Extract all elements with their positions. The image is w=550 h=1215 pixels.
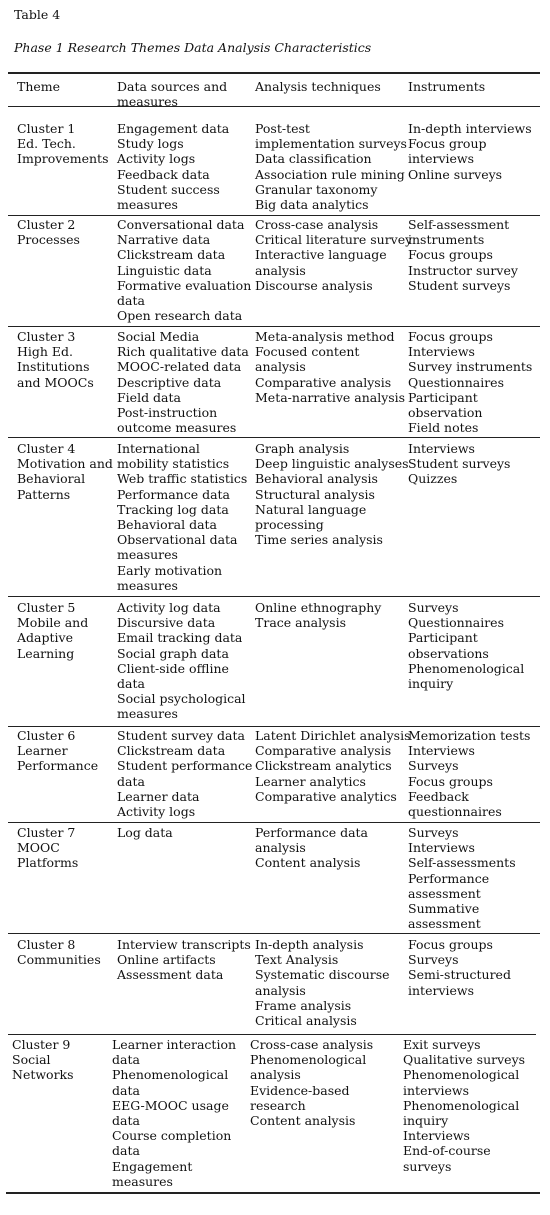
row-7-instruments xyxy=(408,825,516,931)
cell-line: Feedback data xyxy=(117,166,210,182)
row-1-sources xyxy=(117,121,229,212)
cell-line: In-depth interviews xyxy=(408,121,532,136)
cell-line: Learner analytics xyxy=(255,773,366,789)
cell-line: instruments xyxy=(408,232,485,248)
cell-line: outcome measures xyxy=(117,420,237,436)
cell-line: Interviews xyxy=(408,344,475,360)
cell-line: Data classification xyxy=(255,151,372,167)
cell-line: Activity logs xyxy=(117,151,196,167)
cell-line: Quizzes xyxy=(408,471,458,487)
cell-line: data xyxy=(117,676,145,692)
cell-line: Questionnaires xyxy=(408,615,504,631)
cell-line: Qualitative surveys xyxy=(403,1052,526,1068)
cell-line: Participant xyxy=(408,389,478,405)
cell-line: Interviews xyxy=(408,441,475,456)
cell-line: measures xyxy=(117,197,178,213)
cell-line: Clickstream analytics xyxy=(255,758,392,774)
cell-line: inquiry xyxy=(403,1113,449,1129)
cell-line: interviews xyxy=(408,151,475,167)
cell-line: analysis xyxy=(255,982,306,998)
cell-line: Phenomenological xyxy=(250,1052,367,1068)
cell-line: research xyxy=(250,1097,306,1113)
cell-line: Client-side offline xyxy=(117,660,229,676)
table-rule xyxy=(8,596,540,597)
cell-line: Interviews xyxy=(408,840,475,856)
cell-line: Performance data xyxy=(117,486,231,502)
cell-line: Participant xyxy=(408,630,478,646)
cell-line: Interview transcripts xyxy=(117,937,251,952)
cell-line: Engagement xyxy=(112,1158,193,1174)
row-7-sources xyxy=(117,825,173,840)
cell-line: Cross-case analysis xyxy=(250,1037,374,1052)
row-9-theme xyxy=(12,1037,74,1083)
row-4-theme xyxy=(17,441,113,502)
cell-line: Natural language xyxy=(255,501,367,517)
cell-line: Observational data xyxy=(117,532,238,548)
table-rule xyxy=(8,822,540,823)
cell-line: Critical analysis xyxy=(255,1013,357,1029)
cell-line: Course completion xyxy=(112,1128,232,1144)
cell-line: Focused content xyxy=(255,344,360,360)
cell-line: Comparative analysis xyxy=(255,743,392,759)
cell-line: Frame analysis xyxy=(255,997,352,1013)
cell-line: measures xyxy=(117,706,178,722)
cell-line: Early motivation xyxy=(117,562,223,578)
cell-line: questionnaires xyxy=(408,804,502,820)
cell-line: Surveys xyxy=(408,952,459,968)
table-rule xyxy=(8,215,540,216)
row-8-techniques xyxy=(255,937,390,1028)
cell-line: implementation surveys xyxy=(255,136,407,152)
cell-line: Conversational data xyxy=(117,217,245,232)
cell-line: Social xyxy=(12,1052,51,1068)
cell-line: data xyxy=(112,1082,140,1098)
cell-line: Phenomenological xyxy=(403,1097,520,1113)
cell-line: Surveys xyxy=(408,758,459,774)
cell-line: Online surveys xyxy=(408,166,503,182)
cell-line: Cluster 7 xyxy=(17,825,76,840)
cell-line: Granular taxonomy xyxy=(255,181,378,197)
cell-line: Discursive data xyxy=(117,615,216,631)
header-techniques xyxy=(255,79,381,94)
cell-line: Student survey data xyxy=(117,728,245,743)
cell-line: Open research data xyxy=(117,308,243,324)
cell-line: Surveys xyxy=(408,825,459,840)
row-9-instruments xyxy=(403,1037,525,1174)
cell-line: Phenomenological xyxy=(403,1067,520,1083)
cell-line: mobility statistics xyxy=(117,456,230,472)
cell-line: Rich qualitative data xyxy=(117,344,249,360)
cell-line: Cluster 8 xyxy=(17,937,76,952)
cell-line: Learner interaction xyxy=(112,1037,237,1052)
cell-line: Communities xyxy=(17,952,101,968)
cell-line: and MOOCs xyxy=(17,374,94,390)
table-rule xyxy=(8,1034,536,1035)
cell-line: interviews xyxy=(408,982,475,998)
row-5-techniques xyxy=(255,600,381,630)
cell-line: Tracking log data xyxy=(117,501,229,517)
cell-line: Interviews xyxy=(408,743,475,759)
cell-line: EEG-MOOC usage xyxy=(112,1097,229,1113)
cell-line: Activity log data xyxy=(117,600,221,615)
cell-line: Web traffic statistics xyxy=(117,471,248,487)
row-4-instruments xyxy=(408,441,510,487)
cell-line: Linguistic data xyxy=(117,262,212,278)
cell-line: Summative xyxy=(408,901,480,917)
cell-line: Exit surveys xyxy=(403,1037,481,1052)
row-9-sources xyxy=(112,1037,236,1189)
cell-line: measures xyxy=(117,577,178,593)
table-rule xyxy=(8,326,540,327)
header-instruments xyxy=(408,79,485,94)
cell-line: Focus groups xyxy=(408,329,493,344)
cell-line: data xyxy=(112,1052,140,1068)
row-3-techniques xyxy=(255,329,405,405)
cell-line: surveys xyxy=(403,1158,452,1174)
row-4-sources xyxy=(117,441,247,593)
cell-line: Narrative data xyxy=(117,232,211,248)
cell-line: Focus group xyxy=(408,136,487,152)
cell-line: interviews xyxy=(403,1082,470,1098)
cell-line: Behavioral xyxy=(17,471,86,487)
cell-line: Student surveys xyxy=(408,456,511,472)
cell-line: measures xyxy=(117,547,178,563)
table-rule xyxy=(8,726,540,727)
cell-line: Comparative analytics xyxy=(255,788,397,804)
cell-line: Meta-narrative analysis xyxy=(255,389,406,405)
row-1-theme xyxy=(17,121,109,167)
cell-line: Online ethnography xyxy=(255,600,382,615)
cell-line: High Ed. xyxy=(17,344,74,360)
cell-line: Post-test xyxy=(255,121,310,136)
row-9-techniques xyxy=(250,1037,373,1128)
cell-line: Cluster 6 xyxy=(17,728,76,743)
cell-line: Association rule mining xyxy=(255,166,405,182)
cell-line: Comparative analysis xyxy=(255,374,392,390)
cell-line: Surveys xyxy=(408,600,459,615)
row-5-sources xyxy=(117,600,246,722)
row-2-instruments xyxy=(408,217,518,293)
cell-line: Theme xyxy=(17,79,61,94)
cell-line: Focus groups xyxy=(408,247,493,263)
row-1-techniques xyxy=(255,121,407,212)
cell-line: analysis xyxy=(255,840,306,856)
row-8-sources xyxy=(117,937,251,983)
cell-line: Patterns xyxy=(17,486,71,502)
cell-line: Networks xyxy=(12,1067,74,1083)
table-rule xyxy=(8,106,540,107)
cell-line: Time series analysis xyxy=(255,532,383,548)
cell-line: Activity logs xyxy=(117,804,196,820)
cell-line: Structural analysis xyxy=(255,486,375,502)
cell-line: In-depth analysis xyxy=(255,937,364,952)
cell-line: Self-assessment xyxy=(408,217,510,232)
cell-line: Formative evaluation xyxy=(117,277,252,293)
row-4-techniques xyxy=(255,441,409,547)
cell-line: Engagement data xyxy=(117,121,230,136)
row-5-theme xyxy=(17,600,88,661)
cell-line: Behavioral data xyxy=(117,517,217,533)
cell-line: processing xyxy=(255,517,324,533)
cell-line: Feedback xyxy=(408,788,469,804)
row-6-instruments xyxy=(408,728,530,819)
row-7-techniques xyxy=(255,825,368,871)
cell-line: analysis xyxy=(255,262,306,278)
table-rule xyxy=(6,1192,540,1194)
cell-line: Latent Dirichlet analysis xyxy=(255,728,411,743)
cell-line: data xyxy=(112,1143,140,1159)
cell-line: Ed. Tech. xyxy=(17,136,76,152)
cell-line: Motivation and xyxy=(17,456,113,472)
cell-line: MOOC-related data xyxy=(117,359,242,375)
cell-line: Learner xyxy=(17,743,68,759)
cell-line: data xyxy=(112,1113,140,1129)
cell-line: Study logs xyxy=(117,136,184,152)
cell-line: Cross-case analysis xyxy=(255,217,379,232)
cell-line: Graph analysis xyxy=(255,441,350,456)
cell-line: Adaptive xyxy=(17,630,73,646)
cell-line: Phenomenological xyxy=(112,1067,229,1083)
cell-line: Clickstream data xyxy=(117,247,226,263)
cell-line: Self-assessments xyxy=(408,855,516,871)
row-6-theme xyxy=(17,728,98,774)
cell-line: Field notes xyxy=(408,420,479,436)
cell-line: Meta-analysis method xyxy=(255,329,395,344)
cell-line: Cluster 4 xyxy=(17,441,76,456)
cell-line: Deep linguistic analyses xyxy=(255,456,409,472)
cell-line: assessment xyxy=(408,916,481,932)
cell-line: Student surveys xyxy=(408,277,511,293)
cell-line: observation xyxy=(408,405,483,421)
cell-line: International xyxy=(117,441,200,456)
cell-line: Instruments xyxy=(408,79,486,94)
cell-line: assessment xyxy=(408,885,481,901)
cell-line: Phenomenological xyxy=(408,660,525,676)
cell-line: MOOC xyxy=(17,840,60,856)
cell-line: Behavioral analysis xyxy=(255,471,378,487)
table-title: Phase 1 Research Themes Data Analysis Characteristics xyxy=(14,40,372,55)
cell-line: Email tracking data xyxy=(117,630,243,646)
cell-line: Interviews xyxy=(403,1128,470,1144)
cell-line: Cluster 1 xyxy=(17,121,76,136)
row-8-instruments xyxy=(408,937,511,998)
cell-line: Cluster 3 xyxy=(17,329,76,344)
cell-line: End-of-course xyxy=(403,1143,491,1159)
cell-line: Institutions xyxy=(17,359,90,375)
row-1-instruments xyxy=(408,121,532,182)
table-rule xyxy=(8,933,540,934)
cell-line: Content analysis xyxy=(255,855,361,871)
cell-line: Field data xyxy=(117,389,181,405)
cell-line: measures xyxy=(117,94,178,110)
cell-line: Discourse analysis xyxy=(255,277,373,293)
cell-line: Systematic discourse xyxy=(255,967,390,983)
cell-line: Big data analytics xyxy=(255,197,369,213)
cell-line: Improvements xyxy=(17,151,109,167)
cell-line: Log data xyxy=(117,825,173,840)
cell-line: Evidence-based xyxy=(250,1082,350,1098)
row-3-instruments xyxy=(408,329,532,435)
cell-line: Performance xyxy=(17,758,99,774)
cell-line: Platforms xyxy=(17,855,79,871)
cell-line: measures xyxy=(112,1173,173,1189)
table-rule xyxy=(8,437,540,438)
cell-line: inquiry xyxy=(408,676,454,692)
cell-line: data xyxy=(117,293,145,309)
row-6-sources xyxy=(117,728,252,819)
cell-line: Analysis techniques xyxy=(255,79,381,94)
cell-line: Social Media xyxy=(117,329,200,344)
cell-line: Cluster 9 xyxy=(12,1037,71,1052)
cell-line: Instructor survey xyxy=(408,262,518,278)
cell-line: Assessment data xyxy=(117,967,224,983)
row-3-sources xyxy=(117,329,249,435)
cell-line: Processes xyxy=(17,232,80,248)
cell-line: observations xyxy=(408,645,489,661)
cell-line: data xyxy=(117,773,145,789)
table-rule xyxy=(8,72,540,74)
row-2-techniques xyxy=(255,217,412,293)
cell-line: Mobile and xyxy=(17,615,89,631)
cell-line: Clickstream data xyxy=(117,743,226,759)
header-sources xyxy=(117,79,227,109)
cell-line: Learner data xyxy=(117,788,200,804)
cell-line: Trace analysis xyxy=(255,615,346,631)
cell-line: Text Analysis xyxy=(255,952,339,968)
cell-line: Memorization tests xyxy=(408,728,531,743)
cell-line: Focus groups xyxy=(408,937,493,952)
row-2-sources xyxy=(117,217,251,323)
cell-line: Learning xyxy=(17,645,75,661)
cell-line: Student success xyxy=(117,181,220,197)
row-6-techniques xyxy=(255,728,411,804)
row-2-theme xyxy=(17,217,80,247)
cell-line: analysis xyxy=(250,1067,301,1083)
cell-line: analysis xyxy=(255,359,306,375)
cell-line: Content analysis xyxy=(250,1113,356,1129)
cell-line: Critical literature survey xyxy=(255,232,413,248)
cell-line: Cluster 5 xyxy=(17,600,76,615)
row-3-theme xyxy=(17,329,94,390)
row-5-instruments xyxy=(408,600,524,691)
cell-line: Semi-structured xyxy=(408,967,511,983)
cell-line: Social psychological xyxy=(117,691,246,707)
cell-line: Interactive language xyxy=(255,247,387,263)
row-8-theme xyxy=(17,937,101,967)
cell-line: Student performance xyxy=(117,758,253,774)
cell-line: Questionnaires xyxy=(408,374,504,390)
cell-line: Social graph data xyxy=(117,645,229,661)
cell-line: Online artifacts xyxy=(117,952,216,968)
cell-line: Post-instruction xyxy=(117,405,218,421)
cell-line: Focus groups xyxy=(408,773,493,789)
cell-line: Data sources and xyxy=(117,79,228,94)
row-7-theme xyxy=(17,825,78,871)
cell-line: Survey instruments xyxy=(408,359,533,375)
cell-line: Cluster 2 xyxy=(17,217,76,232)
table-label: Table 4 xyxy=(14,7,61,22)
header-theme xyxy=(17,79,60,94)
cell-line: Descriptive data xyxy=(117,374,222,390)
cell-line: Performance data xyxy=(255,825,369,840)
cell-line: Performance xyxy=(408,870,490,886)
